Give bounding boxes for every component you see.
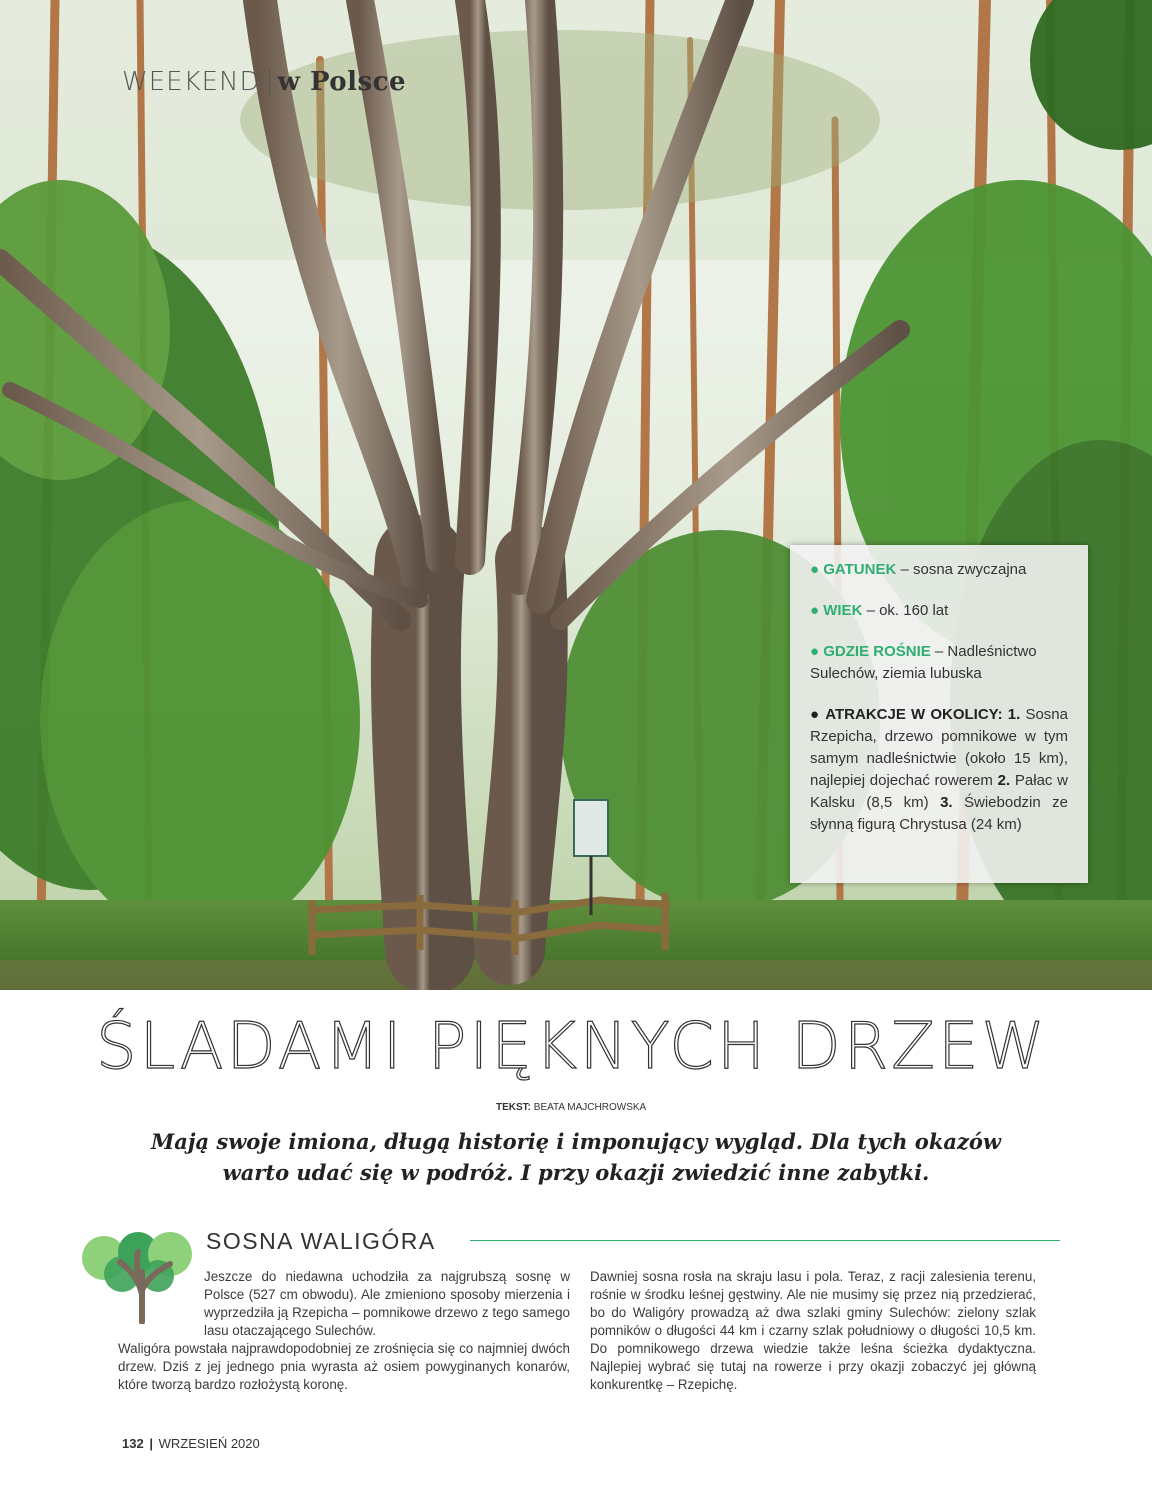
section-label-bold: w Polsce	[277, 67, 407, 97]
attraction-number: 3.	[940, 794, 953, 811]
section-label	[122, 66, 406, 97]
bullet-icon: ●	[810, 561, 820, 578]
info-key: WIEK	[823, 602, 863, 619]
page-footer	[122, 1436, 260, 1451]
info-key: GDZIE ROŚNIE	[823, 643, 931, 660]
attraction-text: Pałac w Kalsku (8,5 km)	[810, 772, 1068, 811]
footer-separator: |	[149, 1436, 153, 1451]
info-item-age	[810, 600, 1068, 622]
info-value: – sosna zwyczajna	[896, 561, 1027, 578]
text-column-left	[118, 1268, 570, 1394]
info-box	[790, 545, 1088, 883]
info-item-attractions	[810, 704, 1068, 836]
info-value: – Nadleśnictwo Sulechów, ziemia lubuska	[810, 643, 1037, 682]
byline	[496, 1102, 646, 1113]
info-key: ATRAKCJE W OKOLICY:	[825, 706, 1003, 723]
section-rule	[470, 1240, 1060, 1241]
attraction-number: 1.	[1007, 706, 1021, 723]
info-value: – ok. 160 lat	[862, 602, 949, 619]
article-lead: Mają swoje imiona, długą historię i imponujący wygląd. Dla tych okazów warto udać się w podróż. I przy okazji zwiedzić inne zabytki.	[151, 1129, 1001, 1185]
byline-label: TEKST:	[496, 1102, 531, 1113]
bullet-icon: ●	[810, 643, 820, 660]
attraction-number: 2.	[997, 772, 1011, 789]
paragraph: Jeszcze do niedawna uchodziła za najgrubszą sosnę w Polsce (527 cm obwodu). Ale zmieniono sposoby mierzenia i wyprzedziła ją Rzepicha – pomnikowe drzewo z tego samego lasu otaczającego Sulechów.	[204, 1269, 570, 1338]
attraction-text: Świebodzin ze słynną figurą Chrystusa (24 km)	[810, 794, 1068, 833]
section-label-light: WEEKEND	[122, 67, 261, 97]
bullet-icon: ●	[810, 602, 820, 619]
attraction-text: Sosna Rzepicha, drzewo pomnikowe w tym samym nadleśnictwie (około 15 km), najlepiej dojechać rowerem	[810, 706, 1068, 789]
page-number: 132	[122, 1436, 144, 1451]
byline-author: BEATA MAJCHROWSKA	[531, 1102, 647, 1113]
paragraph: Waligóra powstała najprawdopodobniej ze zrośnięcia się co najmniej dwóch drzew. Dziś z jej jednego pnia wyrasta aż osiem powyginanych konarów, które tworzą bardzo rozłożystą koronę.	[118, 1341, 570, 1392]
issue-date: WRZESIEŃ 2020	[158, 1436, 260, 1451]
info-key: GATUNEK	[823, 561, 897, 578]
text-column-right: Dawniej sosna rosła na skraju lasu i pola. Teraz, z racji zalesienia terenu, rośnie w środku leśnej gęstwiny. Ale nie musimy się przez nią przedzierać, bo do Waligóry prowadzą aż dwa szlaki gminy Sulechów: zielony szlak pomników o długości 44 km i czarny szlak południowy o długości 10,5 km. Do pomnikowego drzewa wiedzie także leśna ścieżka dydaktyczna. Najlepiej wybrać się tutaj na rowerze i przy okazji zobaczyć jej główną konkurentkę – Rzepichę.	[590, 1269, 1036, 1392]
info-item-location	[810, 641, 1068, 685]
article-title: ŚLADAMI PIĘKNYCH DRZEW	[96, 1010, 1048, 1084]
bullet-icon: ●	[810, 706, 821, 723]
section-title: SOSNA WALIGÓRA	[206, 1228, 436, 1254]
info-item-species	[810, 559, 1068, 581]
section-divider	[269, 68, 270, 94]
